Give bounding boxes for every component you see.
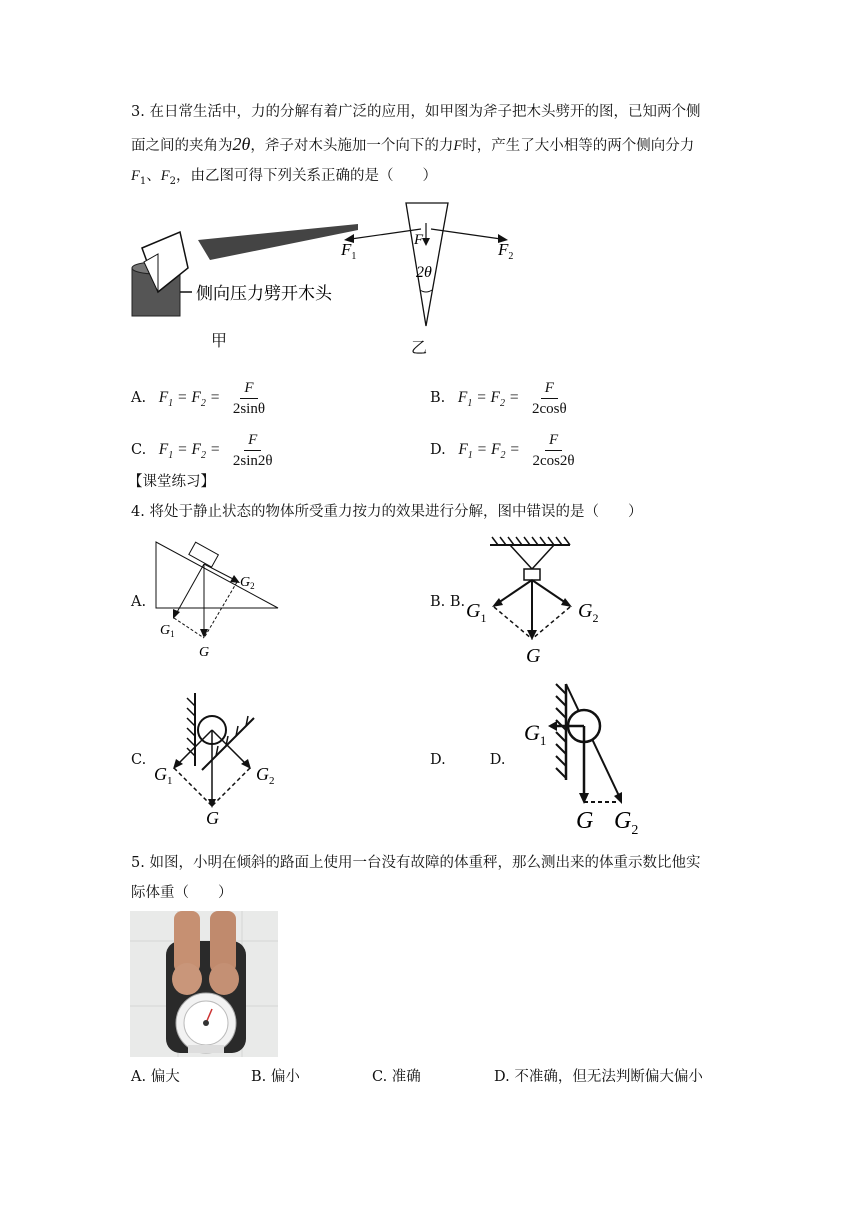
hanging-weight-diagram xyxy=(460,535,599,670)
q3-stem-line3: $F_1$、$F_2$，由乙图可得下列关系正确的是（ ） xyxy=(131,168,437,187)
q3-stem-line2: 面之间的夹角为2θ，斧子对木头施加一个向下的力F时，产生了大小相等的两个侧向分力 xyxy=(131,134,695,154)
g2-label: $G_2$ xyxy=(256,764,275,787)
q5-stem-line1: 5. 如图，小明在倾斜的路面上使用一台没有故障的体重秤，那么测出来的体重示数比他实 xyxy=(131,855,701,871)
g1-label: $G_1$ xyxy=(160,623,175,639)
theta-expression: 2θ xyxy=(232,134,251,154)
q5-stem-line2: 际体重（ ） xyxy=(131,885,233,901)
g1-label: $G_1$ xyxy=(466,600,487,625)
force-F1-label: $F_1$ xyxy=(341,240,357,262)
q3-stem-line1: 3. 在日常生活中，力的分解有着广泛的应用，如甲图为斧子把木头劈开的图，已知两个侧 xyxy=(131,104,701,120)
q4-option-c-label[interactable]: C. xyxy=(131,752,147,768)
q4-option-d-label[interactable]: D. D. xyxy=(430,752,506,768)
q5-option-c[interactable]: C. 准确 xyxy=(372,1069,421,1085)
g-label: G xyxy=(206,808,219,828)
g-label: G xyxy=(576,808,594,834)
g2-label: $G_2$ xyxy=(240,575,255,591)
q3-option-a[interactable]: A. $F_1 = F_2$ = $\frac{F}{2\sin\theta}$ xyxy=(131,379,266,417)
g2-label: $G_2$ xyxy=(578,600,599,625)
g-label: G xyxy=(199,645,210,660)
ball-wall-diagram xyxy=(522,680,652,840)
q4-option-b-label[interactable]: B. B. xyxy=(430,594,466,610)
angle-label: 2θ xyxy=(416,264,432,281)
axe-figure xyxy=(128,220,358,355)
g2-label: $G_2$ xyxy=(614,808,639,838)
g1-label: $G_1$ xyxy=(524,720,547,748)
q4-option-a-label[interactable]: A. xyxy=(131,594,147,610)
q5-option-a[interactable]: A. 偏大 xyxy=(131,1069,180,1085)
q5-option-d[interactable]: D. 不准确，但无法判断偏大偏小 xyxy=(494,1069,703,1085)
force-F-label: F xyxy=(414,232,424,248)
q3-option-c[interactable]: C. $F_1 = F_2$ = $\frac{F}{2\sin 2\theta}$ xyxy=(131,431,273,469)
force-F2-label: $F_2$ xyxy=(498,240,514,262)
section-heading: 【课堂练习】 xyxy=(128,474,215,490)
fig-yi-caption: 乙 xyxy=(411,338,428,357)
ball-wedge-diagram xyxy=(150,688,285,828)
q5-option-b[interactable]: B. 偏小 xyxy=(251,1069,300,1085)
q3-option-d[interactable]: D. $F_1 = F_2$ = $\frac{F}{2\cos 2\theta}$ xyxy=(430,431,575,469)
g1-label: $G_1$ xyxy=(154,764,173,787)
bathroom-scale-photo xyxy=(130,911,278,1057)
incline-diagram xyxy=(150,538,285,663)
axe-callout-label: 侧向压力劈开木头 xyxy=(196,284,332,304)
q3-option-b[interactable]: B. $F_1 = F_2$ = $\frac{F}{2\cos\theta}$ xyxy=(430,379,567,417)
g-label: G xyxy=(526,645,541,667)
wedge-force-diagram xyxy=(336,198,526,358)
q4-stem: 4. 将处于静止状态的物体所受重力按力的效果进行分解，图中错误的是（ ） xyxy=(131,504,643,520)
fig-jia-caption: 甲 xyxy=(211,331,228,350)
